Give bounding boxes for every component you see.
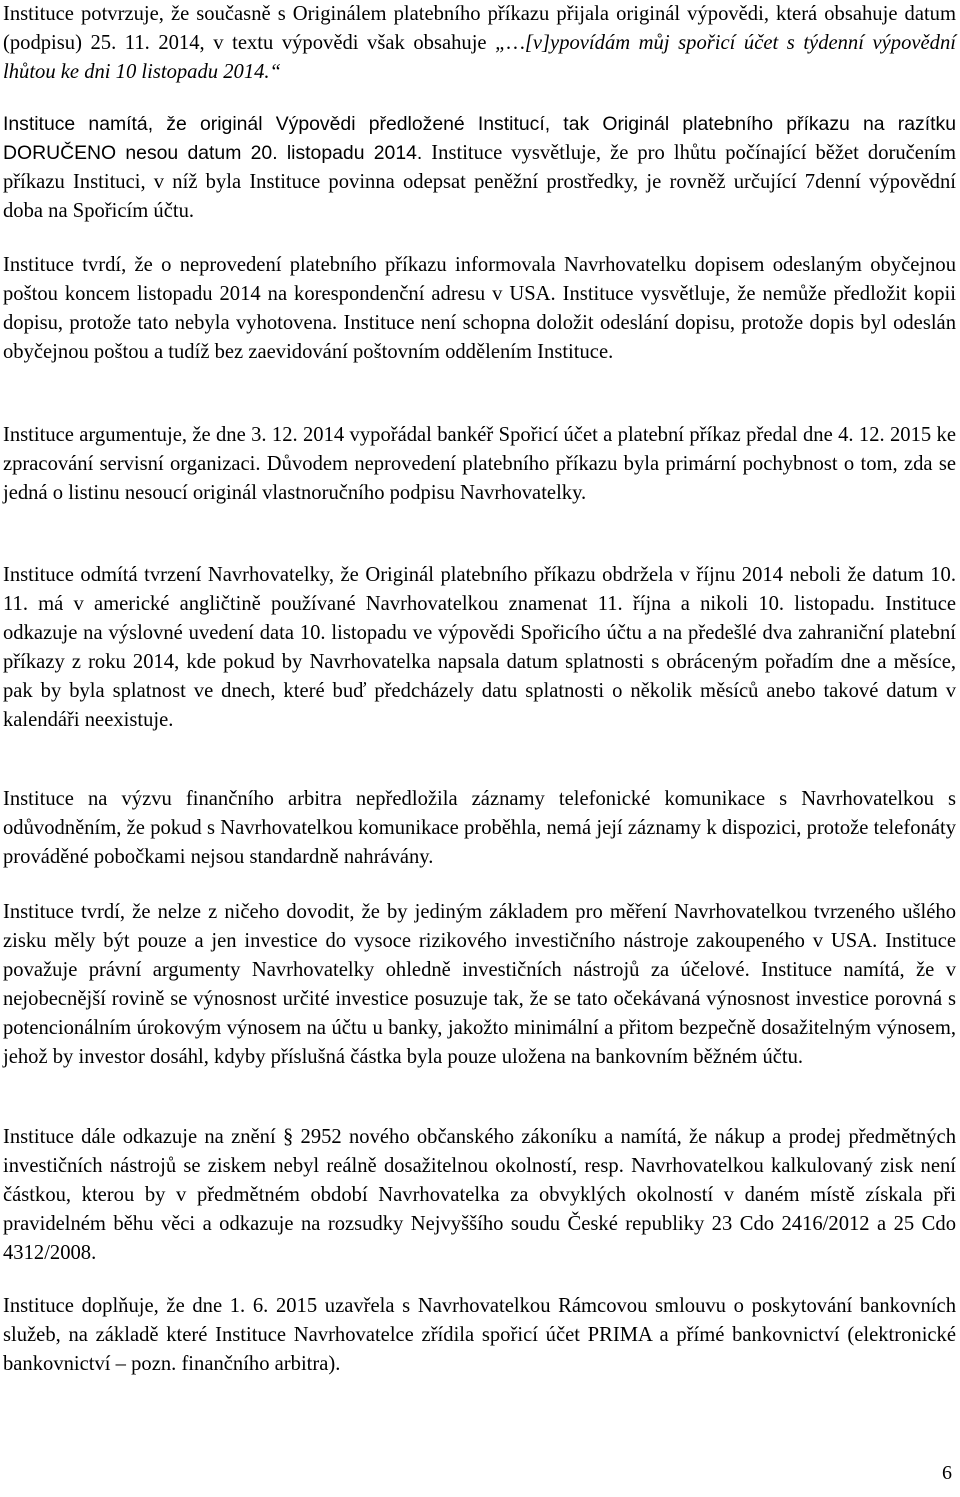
- paragraph-6: Instituce na výzvu finančního arbitra nepředložila záznamy telefonické komunikace s Navrhovatelkou s odůvodněním, že pokud s Navrhovatelkou komunikace proběhla, nemá její záznamy k dispozici, protože telefonáty prováděné pobočkami nejsou standardně nahrávány.: [3, 788, 956, 868]
- paragraph-2: [3, 110, 956, 226]
- paragraph-7: Instituce tvrdí, že nelze z ničeho dovodit, že by jediným základem pro měření Navrhovatelkou tvrzeného ušlého zisku měly být pouze a jen investice do vysoce rizikového investičního nástroje zakoupeného v USA. Instituce považuje právní argumenty Navrhovatelky ohledně investičních nástrojů za účelové. Instituce namítá, že v nejobecnější rovině se výnosnost určité investice posuzuje tak, že se tato očekávaná výnosnost investice porovná s potencionálním úrokovým výnosem na účtu u banky, jakožto minimální a přitom bezpečně dosažitelným výnosem, jehož by investor dosáhl, kdyby příslušná částka byla pouze uložena na bankovním běžném účtu.: [3, 901, 956, 1068]
- page-number: 6: [942, 1462, 952, 1484]
- paragraph-2-rest: Instituce vysvětluje, že pro lhůtu počínající běžet doručením příkazu Instituci, v níž byla Instituce povinna odepsat peněžní prostředky, je rovněž určující 7denní výpovědní doba na Spořicím účtu.: [3, 141, 956, 222]
- paragraph-5: Instituce odmítá tvrzení Navrhovatelky, že Originál platebního příkazu obdržela v říjnu 2014 neboli že datum 10. 11. má v americké angličtině používané Navrhovatelkou znamenat 11. října a nikoli 10. listopadu. Instituce odkazuje na výslovné uvedení data 10. listopadu ve výpovědi Spořicího účtu a na předešlé dva zahraniční platební příkazy z roku 2014, kde pokud by Navrhovatelka napsala datum splatnosti s obráceným pořadím dne a měsíce, pak by byla splatnost ve dnech, které buď předcházely datu splatnosti o několik měsíců anebo takové datum v kalendáři neexistuje.: [3, 564, 956, 731]
- paragraph-1-text: Instituce potvrzuje, že současně s Originálem platebního příkazu přijala originál výpovědi, která obsahuje datum (podpisu) 25. 11. 2014, v textu výpovědi však obsahuje: [3, 3, 956, 54]
- paragraph-1: [3, 0, 956, 87]
- paragraph-3: Instituce tvrdí, že o neprovedení platebního příkazu informovala Navrhovatelku dopisem odeslaným obyčejnou poštou koncem listopadu 2014 na korespondenční adresu v USA. Instituce vysvětluje, že nemůže předložit kopii dopisu, protože tato nebyla vyhotovena. Instituce není schopna doložit odeslání dopisu, protože dopis byl odeslán obyčejnou poštou a tudíž bez zaevidování poštovním oddělením Instituce.: [3, 254, 956, 363]
- paragraph-9: Instituce doplňuje, že dne 1. 6. 2015 uzavřela s Navrhovatelkou Rámcovou smlouvu o poskytování bankovních služeb, na základě které Instituce Navrhovatelce zřídila spořicí účet PRIMA a přímé bankovnictví (elektronické bankovnictví – pozn. finančního arbitra).: [3, 1295, 956, 1375]
- paragraph-8: Instituce dále odkazuje na znění § 2952 nového občanského zákoníku a namítá, že nákup a prodej předmětných investičních nástrojů se ziskem nebyl reálně dosažitelnou okolností, resp. Navrhovatelkou kalkulovaný zisk není částkou, kterou by v předmětném období Navrhovatelka za obvyklých okolností v daném místě získala při pravidelném běhu věci a odkazuje na rozsudky Nejvyššího soudu České republiky 23 Cdo 2416/2012 a 25 Cdo 4312/2008.: [3, 1126, 956, 1264]
- paragraph-1-quote: „…[v]ypovídám můj spořicí účet s týdenní výpovědní lhůtou ke dni 10 listopadu 2014.“: [3, 31, 956, 83]
- paragraph-4: Instituce argumentuje, že dne 3. 12. 2014 vypořádal bankéř Spořicí účet a platební příkaz předal dne 4. 12. 2015 ke zpracování servisní organizaci. Důvodem neprovedení platebního příkazu byla primární pochybnost o tom, zda se jedná o listinu nesoucí originál vlastnoručního podpisu Navrhovatelky.: [3, 424, 956, 504]
- paragraph-2-text: Instituce namítá, že originál Výpovědi předložené Institucí, tak Originál platebního příkazu na razítku DORUČENO nesou datum 20. listopadu 2014.: [3, 113, 956, 164]
